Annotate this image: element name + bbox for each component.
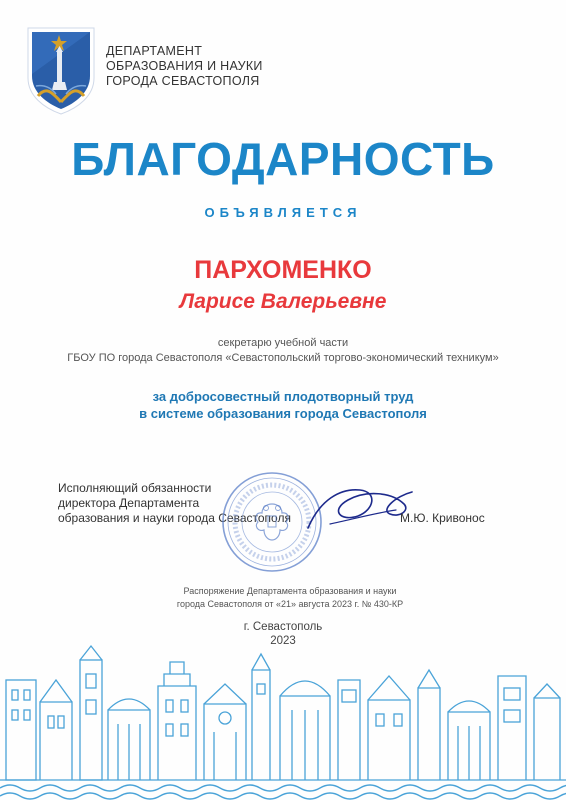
year: 2023 <box>270 635 296 647</box>
signer-line-2: директора Департамента <box>58 496 200 510</box>
department-line-3: ГОРОДА СЕВАСТОПОЛЯ <box>106 74 260 88</box>
merit-line-1: за добросовестный плодотворный труд <box>152 389 414 404</box>
department-name <box>106 44 263 89</box>
certificate-title: БЛАГОДАРНОСТЬ <box>71 133 495 185</box>
department-line-1: ДЕПАРТАМЕНТ <box>106 44 203 58</box>
city-skyline-icon <box>0 640 566 800</box>
announce-text: ОБЪЯВЛЯЕТСЯ <box>204 205 362 220</box>
order-line-2: города Севастополя от «21» августа 2023 г. № 430-КР <box>176 599 404 609</box>
recipient-surname: ПАРХОМЕНКО <box>194 256 372 284</box>
coat-of-arms-icon <box>26 26 96 116</box>
position-line-1: секретарю учебной части <box>217 337 349 349</box>
department-line-2: ОБРАЗОВАНИЯ И НАУКИ <box>106 59 263 73</box>
city-name: г. Севастополь <box>243 621 323 633</box>
signer-line-1: Исполняющий обязанности <box>58 481 212 495</box>
recipient-given-name: Ларисе Валерьевне <box>179 290 387 313</box>
signer-name: М.Ю. Кривонос <box>400 511 485 525</box>
recipient-position <box>0 336 566 366</box>
position-line-2: ГБОУ ПО города Севастополя «Севастопольский торгово-экономический техникум» <box>67 352 499 364</box>
merit-text <box>0 388 566 422</box>
order-line-1: Распоряжение Департамента образования и науки <box>183 586 397 596</box>
signer-line-3: образования и науки города Севастополя <box>58 511 291 525</box>
order-reference <box>150 585 430 611</box>
merit-line-2: в системе образования города Севастополя <box>139 406 427 421</box>
signature-scribble <box>300 470 420 540</box>
